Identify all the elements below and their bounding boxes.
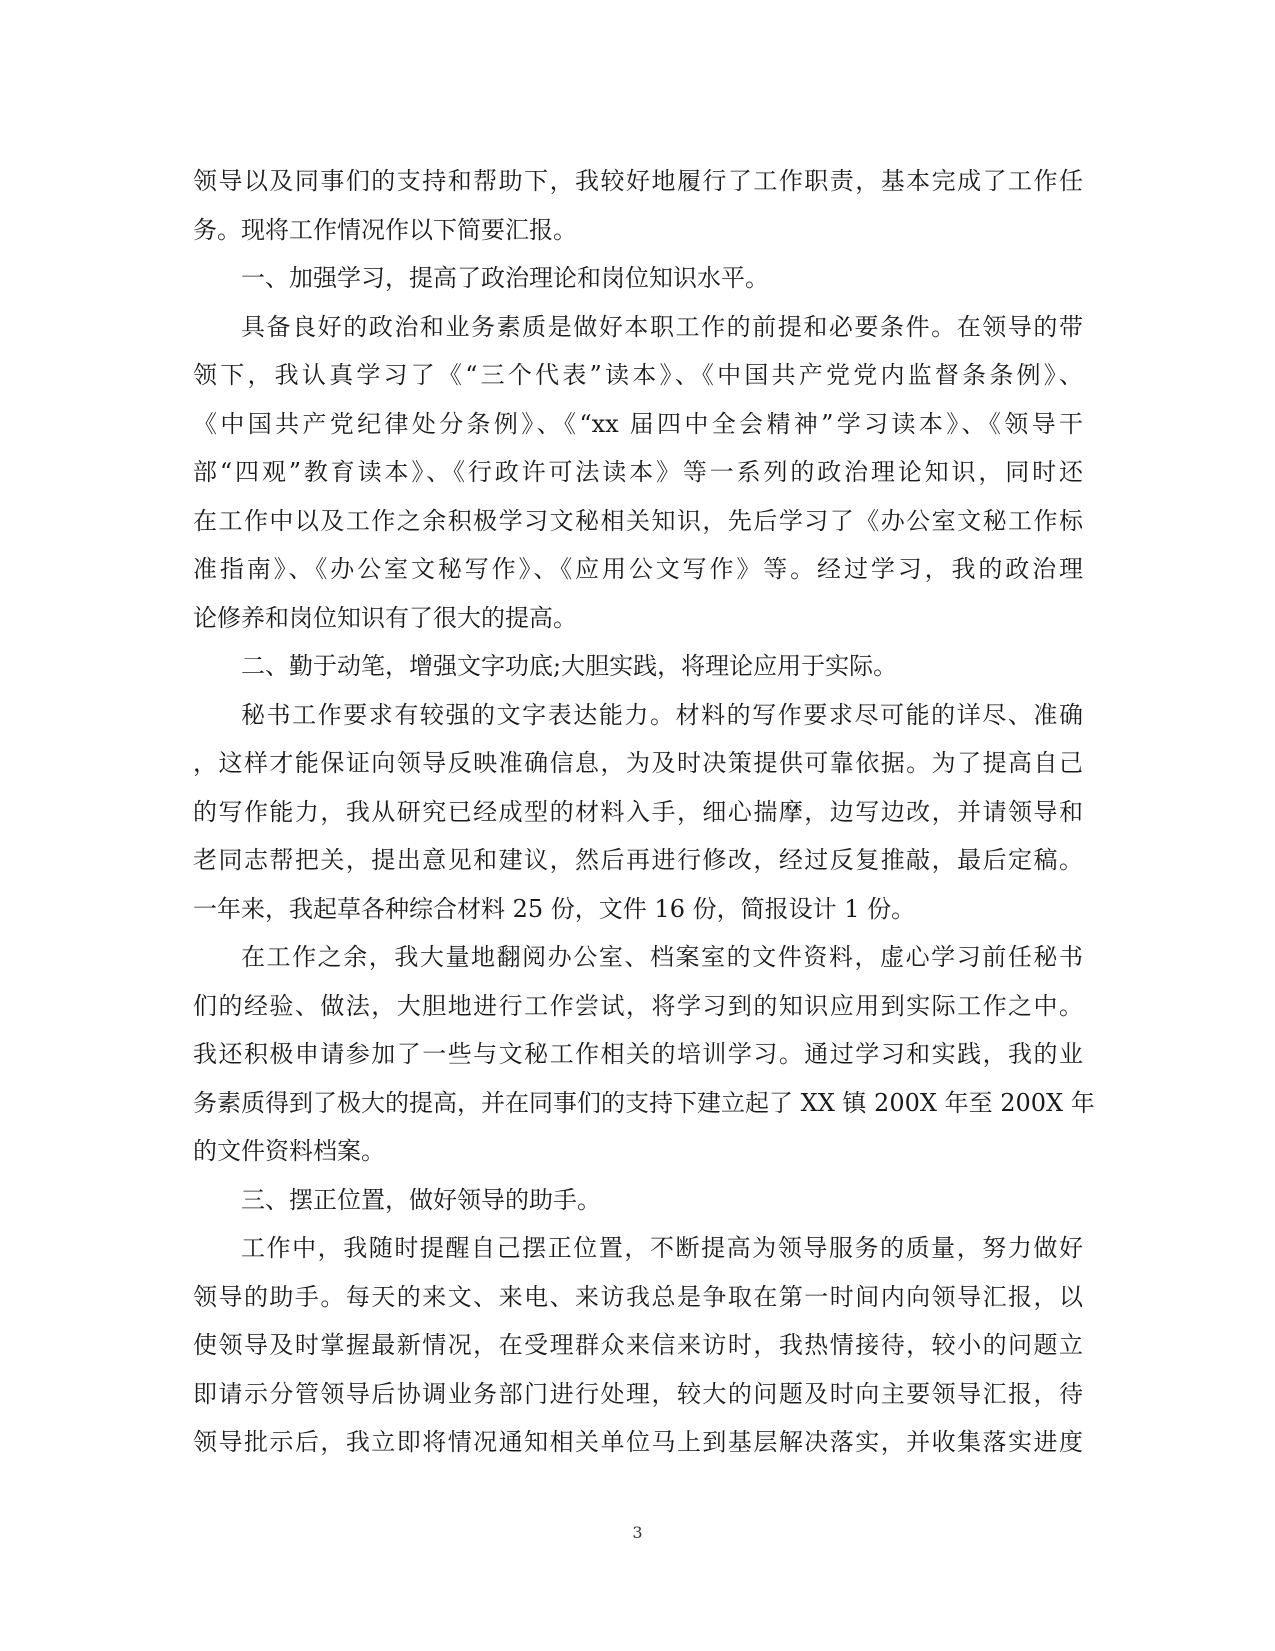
text-line: 使领导及时掌握最新情况，在受理群众来信来访时，我热情接待，较小的问题立 (193, 1331, 1083, 1359)
text-line: 领下，我认真学习了《“三个代表”读本》、《中国共产党党内监督条条例》、 (193, 361, 1083, 389)
text-line: 部“四观”教育读本》、《行政许可法读本》等一系列的政治理论知识，同时还 (193, 458, 1083, 486)
text-line: 即请示分管领导后协调业务部门进行处理，较大的问题及时向主要领导汇报，待 (193, 1379, 1083, 1408)
text-line: 领导的助手。每天的来文、来电、来访我总是争取在第一时间内向领导汇报，以 (193, 1282, 1083, 1311)
text-line: 们的经验、做法，大胆地进行工作尝试，将学习到的知识应用到实际工作之中。 (193, 991, 1083, 1020)
text-line: 一、加强学习，提高了政治理论和岗位知识水平。 (241, 264, 769, 292)
text-line: 我还积极申请参加了一些与文秘工作相关的培训学习。通过学习和实践，我的业 (193, 1040, 1083, 1068)
text-line: ，这样才能保证向领导反映准确信息，为及时决策提供可靠依据。为了提高自己 (193, 749, 1083, 777)
text-line: 老同志帮把关，提出意见和建议，然后再进行修改，经过反复推敲，最后定稿。 (193, 846, 1083, 874)
text-line: 准指南》、《办公室文秘写作》、《应用公文写作》等。经过学习，我的政治理 (193, 555, 1083, 583)
text-line: 秘书工作要求有较强的文字表达能力。材料的写作要求尽可能的详尽、准确 (241, 700, 1083, 729)
text-line: 具备良好的政治和业务素质是做好本职工作的前提和必要条件。在领导的带 (241, 312, 1083, 341)
text-line: 务。现将工作情况作以下简要汇报。 (193, 215, 577, 244)
text-line: 领导以及同事们的支持和帮助下，我较好地履行了工作职责，基本完成了工作任 (193, 167, 1083, 195)
text-line: 务素质得到了极大的提高，并在同事们的支持下建立起了 XX 镇 200X 年至 200X 年 (193, 1088, 1095, 1117)
text-line: 的写作能力，我从研究已经成型的材料入手，细心揣摩，边写边改，并请领导和 (193, 797, 1083, 826)
text-line: 的文件资料档案。 (193, 1137, 385, 1165)
text-line: 领导批示后，我立即将情况通知相关单位马上到基层解决落实，并收集落实进度 (193, 1428, 1083, 1456)
text-line: 二、勤于动笔，增强文字功底;大胆实践，将理论应用于实际。 (241, 652, 898, 680)
text-line: 《中国共产党纪律处分条例》、《“xx 届四中全会精神”学习读本》、《领导干 (193, 409, 1083, 438)
page-number: 3 (632, 1523, 643, 1542)
text-line: 在工作之余，我大量地翻阅办公室、档案室的文件资料，虚心学习前任秘书 (241, 943, 1083, 971)
body-text (193, 157, 1095, 1467)
text-line: 论修养和岗位知识有了很大的提高。 (193, 603, 577, 632)
text-line: 工作中，我随时提醒自己摆正位置，不断提高为领导服务的质量，努力做好 (241, 1234, 1083, 1262)
text-line: 一年来，我起草各种综合材料 25 份，文件 16 份，简报设计 1 份。 (193, 894, 916, 923)
text-line: 在工作中以及工作之余积极学习文秘相关知识，先后学习了《办公室文秘工作标 (193, 506, 1083, 535)
text-line: 三、摆正位置，做好领导的助手。 (241, 1185, 601, 1214)
